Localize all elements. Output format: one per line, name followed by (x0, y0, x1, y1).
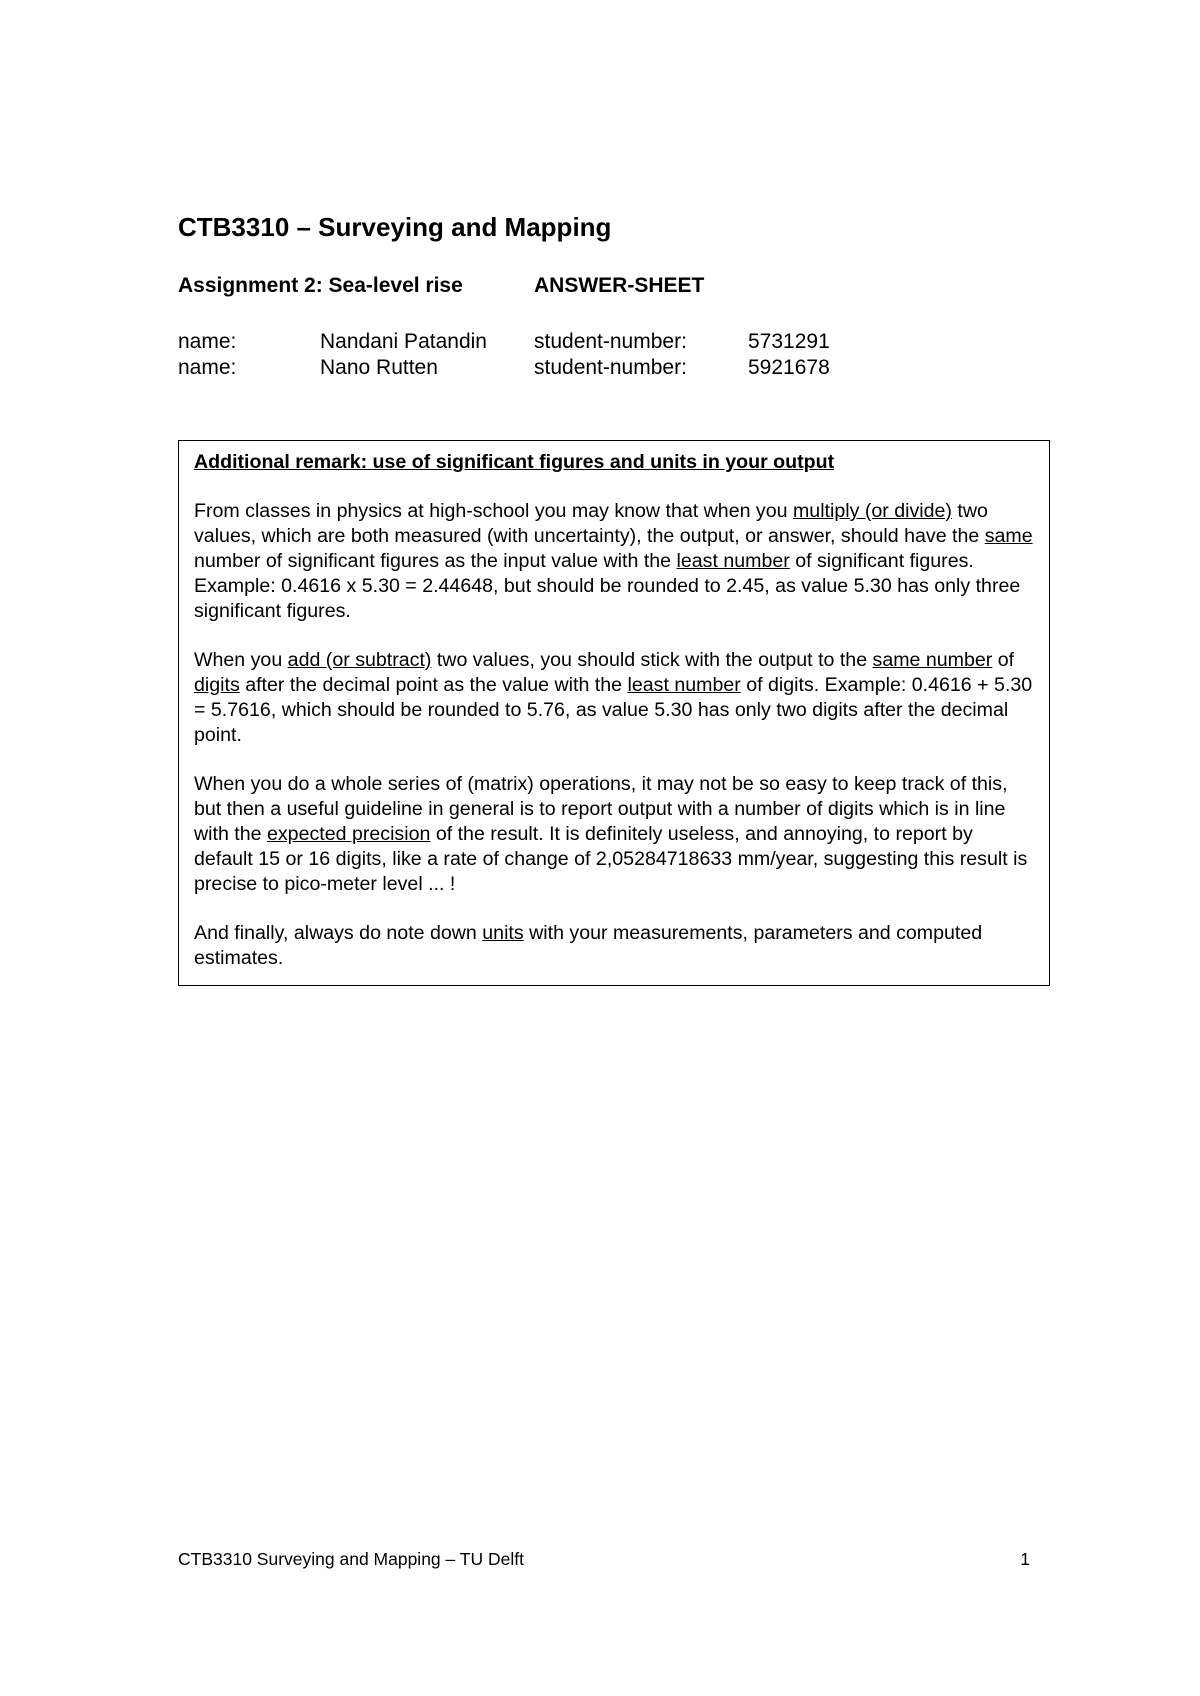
paragraph-text: two values, which are both measured (with uncertainty), the output, or answer, should have the (194, 500, 988, 547)
student-name: Nandani Patandin (320, 330, 487, 353)
paragraph-text: of the result. It is definitely useless, and annoying, to report by default 15 or 16 digits, like a rate of change of 2,05284718633 mm/year, suggesting this result is precise to pico-meter level ... ! (194, 823, 1028, 895)
assignment-title: Assignment 2: Sea-level rise (178, 274, 463, 297)
paragraph-text: of digits. Example: 0.4616 + 5.30 = 5.7616, which should be rounded to 5.76, as value 5.30 has only two digits after the decimal point. (194, 674, 1033, 746)
remark-paragraph-units (194, 921, 1033, 971)
paragraph-text: of significant figures. Example: 0.4616 x 5.30 = 2.44648, but should be rounded to 2.45, as value 5.30 has only three significant figures. (194, 550, 1021, 622)
underlined-term: digits (194, 674, 240, 696)
paragraph-text: with your measurements, parameters and computed estimates. (194, 922, 983, 969)
underlined-term: units (482, 922, 524, 944)
student-number: 5921678 (748, 356, 830, 379)
paragraph-text: When you (194, 649, 288, 671)
underlined-term: add (or subtract) (287, 649, 432, 671)
student-number: 5731291 (748, 330, 830, 353)
underlined-term: least number (627, 674, 741, 696)
underlined-term: multiply (or divide) (792, 500, 952, 522)
student-name: Nano Rutten (320, 356, 438, 379)
underlined-term: same (984, 525, 1033, 547)
footer-text: CTB3310 Surveying and Mapping – TU Delft (178, 1549, 524, 1569)
name-label: name: (178, 356, 237, 379)
paragraph-text: When you do a whole series of (matrix) operations, it may not be so easy to keep track of this, but then a useful guideline in general is to report output with a number of digits which is in line with the (194, 773, 1008, 845)
student-number-label: student-number: (534, 330, 687, 353)
underlined-term: expected precision (266, 823, 431, 845)
remark-paragraph-multiply (194, 499, 1033, 624)
paragraph-text: two values, you should stick with the output to the (431, 649, 873, 671)
paragraph-text: number of significant figures as the input value with the (194, 550, 677, 572)
sheet-type-label: ANSWER-SHEET (534, 274, 705, 297)
remark-paragraph-series (194, 772, 1033, 897)
paragraph-text: From classes in physics at high-school you may know that when you (194, 500, 793, 522)
remark-paragraph-add (194, 648, 1033, 748)
underlined-term: least number (676, 550, 790, 572)
student-number-label: student-number: (534, 356, 687, 379)
remark-heading: Additional remark: use of significant figures and units in your output (194, 451, 835, 473)
paragraph-text: And finally, always do note down (194, 922, 483, 944)
remark-box (178, 440, 1050, 986)
paragraph-text: after the decimal point as the value with the (239, 674, 628, 696)
underlined-term: same number (872, 649, 993, 671)
name-label: name: (178, 330, 237, 353)
page-number: 1 (1020, 1549, 1030, 1569)
paragraph-text: of (992, 649, 1015, 671)
page-title: CTB3310 – Surveying and Mapping (178, 212, 612, 242)
